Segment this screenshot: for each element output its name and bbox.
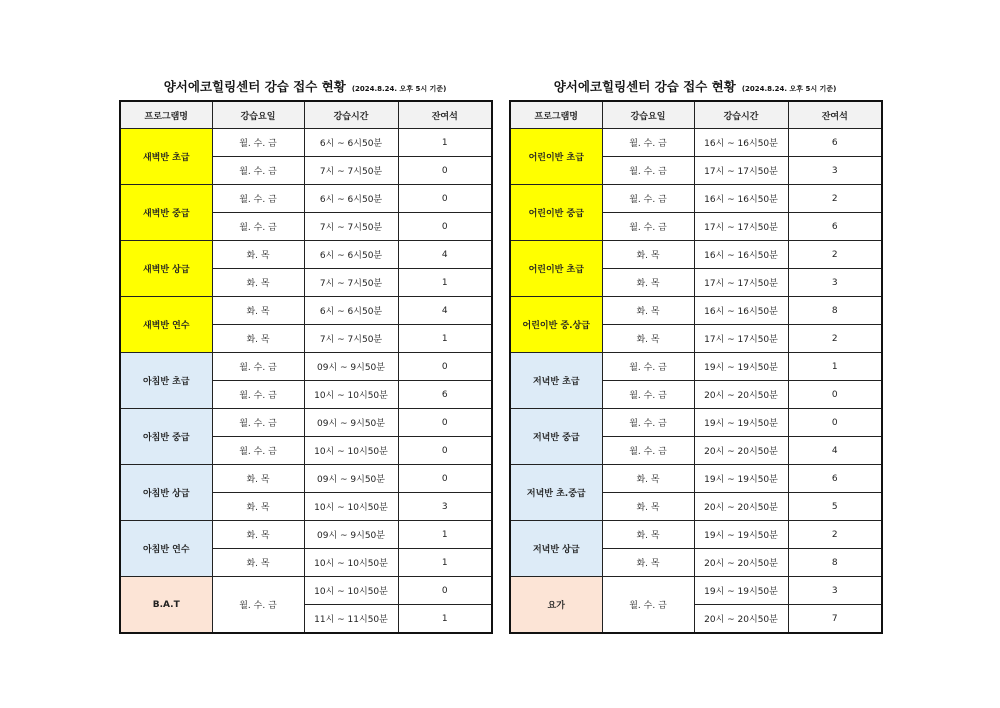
seats-cell: 1 [398, 521, 492, 549]
seats-cell: 0 [398, 577, 492, 605]
time-cell: 09시 ~ 9시50분 [304, 409, 398, 437]
time-cell: 17시 ~ 17시50분 [694, 213, 788, 241]
table-row [120, 129, 492, 157]
right-header-row [510, 101, 882, 129]
day-cell: 화. 목 [602, 325, 694, 353]
time-cell: 10시 ~ 10시50분 [304, 577, 398, 605]
day-cell: 월. 수. 금 [212, 353, 304, 381]
table-row [120, 577, 492, 605]
day-cell: 화. 목 [602, 241, 694, 269]
time-cell: 09시 ~ 9시50분 [304, 465, 398, 493]
time-cell: 19시 ~ 19시50분 [694, 521, 788, 549]
time-cell: 16시 ~ 16시50분 [694, 297, 788, 325]
seats-cell: 0 [398, 157, 492, 185]
header-day: 강습요일 [212, 101, 304, 129]
program-name-cell: 저녁반 중급 [510, 409, 602, 465]
seats-cell: 6 [788, 129, 882, 157]
seats-cell: 2 [788, 241, 882, 269]
time-cell: 6시 ~ 6시50분 [304, 185, 398, 213]
day-cell: 화. 목 [212, 549, 304, 577]
table-row [510, 409, 882, 437]
seats-cell: 0 [398, 437, 492, 465]
seats-cell: 3 [788, 269, 882, 297]
time-cell: 6시 ~ 6시50분 [304, 129, 398, 157]
seats-cell: 4 [398, 241, 492, 269]
seats-cell: 0 [788, 381, 882, 409]
program-name-cell: 저녁반 상급 [510, 521, 602, 577]
day-cell: 화. 목 [602, 549, 694, 577]
header-seats: 잔여석 [398, 101, 492, 129]
time-cell: 7시 ~ 7시50분 [304, 269, 398, 297]
day-cell: 화. 목 [212, 241, 304, 269]
left-panel [119, 76, 491, 634]
seats-cell: 0 [398, 353, 492, 381]
time-cell: 20시 ~ 20시50분 [694, 381, 788, 409]
program-name-cell: 어린이반 중급 [510, 185, 602, 241]
seats-cell: 0 [398, 185, 492, 213]
table-row [510, 353, 882, 381]
day-cell: 월. 수. 금 [212, 409, 304, 437]
time-cell: 17시 ~ 17시50분 [694, 269, 788, 297]
seats-cell: 2 [788, 521, 882, 549]
seats-cell: 1 [788, 353, 882, 381]
table-row [510, 577, 882, 605]
seats-cell: 1 [398, 129, 492, 157]
seats-cell: 7 [788, 605, 882, 634]
time-cell: 10시 ~ 10시50분 [304, 381, 398, 409]
time-cell: 19시 ~ 19시50분 [694, 577, 788, 605]
time-cell: 17시 ~ 17시50분 [694, 325, 788, 353]
right-title-row [509, 76, 881, 100]
time-cell: 16시 ~ 16시50분 [694, 129, 788, 157]
program-name-cell: B.A.T [120, 577, 212, 634]
time-cell: 20시 ~ 20시50분 [694, 605, 788, 634]
day-cell: 월. 수. 금 [212, 213, 304, 241]
header-time: 강습시간 [304, 101, 398, 129]
day-cell: 화. 목 [212, 269, 304, 297]
seats-cell: 0 [788, 409, 882, 437]
table-row [120, 409, 492, 437]
day-cell: 월. 수. 금 [602, 577, 694, 634]
program-name-cell: 어린이반 초급 [510, 241, 602, 297]
left-title-row [119, 76, 491, 100]
time-cell: 20시 ~ 20시50분 [694, 493, 788, 521]
right-table-body [510, 129, 882, 634]
time-cell: 6시 ~ 6시50분 [304, 241, 398, 269]
day-cell: 월. 수. 금 [212, 577, 304, 634]
time-cell: 7시 ~ 7시50분 [304, 325, 398, 353]
program-name-cell: 요가 [510, 577, 602, 634]
time-cell: 17시 ~ 17시50분 [694, 157, 788, 185]
seats-cell: 6 [788, 465, 882, 493]
left-enrollment-table [119, 100, 493, 634]
time-cell: 6시 ~ 6시50분 [304, 297, 398, 325]
header-seats: 잔여석 [788, 101, 882, 129]
day-cell: 화. 목 [602, 465, 694, 493]
right-enrollment-table [509, 100, 883, 634]
program-name-cell: 어린이반 중.상급 [510, 297, 602, 353]
table-row [510, 129, 882, 157]
time-cell: 19시 ~ 19시50분 [694, 409, 788, 437]
program-name-cell: 아침반 초급 [120, 353, 212, 409]
program-name-cell: 아침반 중급 [120, 409, 212, 465]
program-name-cell: 저녁반 초.중급 [510, 465, 602, 521]
seats-cell: 8 [788, 297, 882, 325]
program-name-cell: 아침반 연수 [120, 521, 212, 577]
day-cell: 월. 수. 금 [602, 157, 694, 185]
left-header-row [120, 101, 492, 129]
day-cell: 월. 수. 금 [212, 381, 304, 409]
header-program: 프로그램명 [120, 101, 212, 129]
day-cell: 월. 수. 금 [212, 157, 304, 185]
day-cell: 월. 수. 금 [212, 437, 304, 465]
day-cell: 화. 목 [602, 297, 694, 325]
seats-cell: 5 [788, 493, 882, 521]
time-cell: 09시 ~ 9시50분 [304, 353, 398, 381]
seats-cell: 2 [788, 325, 882, 353]
seats-cell: 1 [398, 325, 492, 353]
time-cell: 09시 ~ 9시50분 [304, 521, 398, 549]
time-cell: 16시 ~ 16시50분 [694, 185, 788, 213]
time-cell: 20시 ~ 20시50분 [694, 437, 788, 465]
day-cell: 월. 수. 금 [602, 437, 694, 465]
right-subtitle: (2024.8.24. 오후 5시 기준) [741, 85, 837, 93]
program-name-cell: 새벽반 상급 [120, 241, 212, 297]
day-cell: 화. 목 [212, 493, 304, 521]
day-cell: 월. 수. 금 [212, 185, 304, 213]
header-time: 강습시간 [694, 101, 788, 129]
time-cell: 7시 ~ 7시50분 [304, 213, 398, 241]
program-name-cell: 새벽반 연수 [120, 297, 212, 353]
seats-cell: 1 [398, 605, 492, 634]
time-cell: 7시 ~ 7시50분 [304, 157, 398, 185]
day-cell: 월. 수. 금 [602, 409, 694, 437]
left-subtitle: (2024.8.24. 오후 5시 기준) [351, 85, 447, 93]
seats-cell: 3 [398, 493, 492, 521]
program-name-cell: 새벽반 초급 [120, 129, 212, 185]
left-table-body [120, 129, 492, 634]
table-row [120, 185, 492, 213]
table-row [120, 465, 492, 493]
left-title: 양서에코힐링센터 강습 접수 현황 [163, 79, 346, 94]
day-cell: 화. 목 [212, 465, 304, 493]
table-row [510, 185, 882, 213]
seats-cell: 1 [398, 269, 492, 297]
program-name-cell: 아침반 상급 [120, 465, 212, 521]
right-title: 양서에코힐링센터 강습 접수 현황 [553, 79, 736, 94]
program-name-cell: 어린이반 초급 [510, 129, 602, 185]
table-row [510, 465, 882, 493]
time-cell: 16시 ~ 16시50분 [694, 241, 788, 269]
program-name-cell: 새벽반 중급 [120, 185, 212, 241]
day-cell: 월. 수. 금 [212, 129, 304, 157]
day-cell: 월. 수. 금 [602, 353, 694, 381]
seats-cell: 3 [788, 157, 882, 185]
seats-cell: 0 [398, 465, 492, 493]
header-program: 프로그램명 [510, 101, 602, 129]
seats-cell: 6 [398, 381, 492, 409]
day-cell: 월. 수. 금 [602, 213, 694, 241]
table-row [120, 241, 492, 269]
day-cell: 화. 목 [602, 493, 694, 521]
table-row [510, 241, 882, 269]
day-cell: 화. 목 [212, 297, 304, 325]
table-row [120, 297, 492, 325]
seats-cell: 2 [788, 185, 882, 213]
day-cell: 화. 목 [212, 325, 304, 353]
table-row [120, 353, 492, 381]
time-cell: 19시 ~ 19시50분 [694, 353, 788, 381]
seats-cell: 3 [788, 577, 882, 605]
table-row [510, 521, 882, 549]
seats-cell: 6 [788, 213, 882, 241]
seats-cell: 8 [788, 549, 882, 577]
table-row [120, 521, 492, 549]
seats-cell: 0 [398, 409, 492, 437]
program-name-cell: 저녁반 초급 [510, 353, 602, 409]
time-cell: 10시 ~ 10시50분 [304, 493, 398, 521]
time-cell: 19시 ~ 19시50분 [694, 465, 788, 493]
time-cell: 20시 ~ 20시50분 [694, 549, 788, 577]
time-cell: 10시 ~ 10시50분 [304, 549, 398, 577]
day-cell: 화. 목 [602, 269, 694, 297]
day-cell: 화. 목 [602, 521, 694, 549]
day-cell: 월. 수. 금 [602, 185, 694, 213]
header-day: 강습요일 [602, 101, 694, 129]
day-cell: 월. 수. 금 [602, 381, 694, 409]
seats-cell: 0 [398, 213, 492, 241]
time-cell: 10시 ~ 10시50분 [304, 437, 398, 465]
day-cell: 화. 목 [212, 521, 304, 549]
right-panel [509, 76, 881, 634]
day-cell: 월. 수. 금 [602, 129, 694, 157]
seats-cell: 1 [398, 549, 492, 577]
seats-cell: 4 [398, 297, 492, 325]
time-cell: 11시 ~ 11시50분 [304, 605, 398, 634]
seats-cell: 4 [788, 437, 882, 465]
table-row [510, 297, 882, 325]
